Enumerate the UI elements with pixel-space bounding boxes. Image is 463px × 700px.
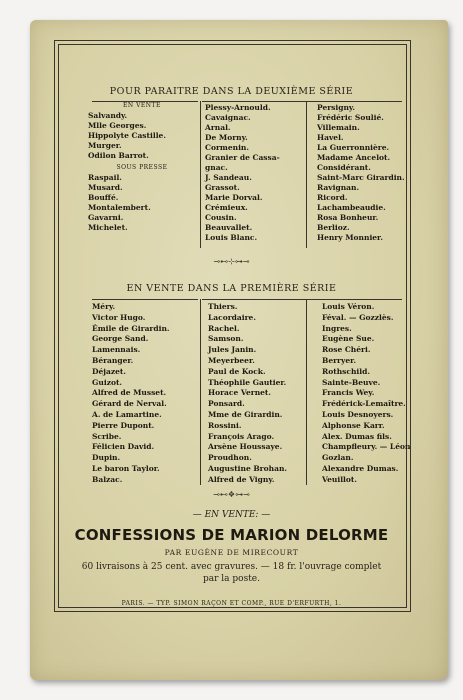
name-entry: Alfred de Musset.	[92, 388, 167, 398]
name-entry: Bouffé.	[88, 193, 119, 202]
name-entry: Raspail.	[88, 173, 122, 182]
name-entry: gnac.	[205, 163, 228, 172]
name-entry: Alexandre Dumas.	[322, 463, 399, 473]
name-entry: La Guerronnière.	[317, 143, 390, 152]
name-entry: Jules Janin.	[208, 345, 257, 355]
name-entry: Beauvallet.	[205, 223, 253, 232]
name-entry: Ingres.	[322, 323, 352, 333]
name-entry: Madame Ancelot.	[317, 153, 391, 162]
name-entry: Hippolyte Castille.	[88, 131, 166, 140]
name-entry: Musard.	[88, 183, 123, 192]
name-entry: Ricord.	[317, 193, 348, 202]
name-entry: Meyerbeer.	[208, 355, 255, 365]
name-entry: Alex. Dumas fils.	[322, 431, 392, 441]
name-entry: Dupin.	[92, 453, 121, 463]
name-entry: Ravignan.	[317, 183, 360, 192]
name-entry: Proudhon.	[208, 453, 252, 463]
series1-column-3	[322, 302, 411, 486]
name-entry: Cavaignac.	[205, 113, 251, 122]
name-entry: Granier de Cassa-	[205, 153, 280, 162]
series1-column-1	[92, 302, 198, 486]
name-entry: Persigny.	[317, 103, 356, 112]
series2-column-2	[205, 103, 305, 243]
name-entry: Arnal.	[205, 123, 231, 132]
name-entry: Le baron Taylor.	[92, 463, 160, 473]
name-entry: Déjazet.	[92, 366, 126, 376]
terms-line-2: par la poste.	[203, 574, 260, 584]
ornament-divider: ⊸⊷⊹⊶⊸	[213, 257, 250, 266]
name-entry: Rachel.	[208, 323, 240, 333]
name-entry: Samson.	[208, 334, 244, 344]
name-entry: Louis Blanc.	[205, 233, 258, 242]
name-entry: Berlioz.	[317, 223, 350, 232]
series2-heading: POUR PARAITRE DANS LA DEUXIÈME SÉRIE	[109, 86, 354, 97]
name-entry: Cormenin.	[205, 143, 249, 152]
name-entry: Villemain.	[317, 123, 360, 132]
name-entry: Lamennais.	[92, 345, 141, 355]
book-author: PAR EUGÈNE DE MIRECOURT	[164, 548, 299, 557]
name-entry: Pierre Dupont.	[92, 420, 155, 430]
name-entry: Considérant.	[317, 163, 371, 172]
name-entry: Rose Chéri.	[322, 345, 371, 355]
name-entry: Marie Dorval.	[205, 193, 263, 202]
name-entry: Havel.	[317, 133, 344, 142]
name-entry: Méry.	[92, 302, 116, 311]
name-entry: Félicien David.	[92, 442, 155, 452]
name-entry: Augustine Brohan.	[208, 463, 288, 473]
name-entry: Berryer.	[322, 355, 357, 365]
name-entry: Alphonse Karr.	[322, 420, 385, 430]
printer-imprint: PARIS. — TYP. SIMON RAÇON ET COMP., RUE D'ERFURTH, 1.	[121, 600, 342, 607]
name-entry: Victor Hugo.	[92, 312, 146, 322]
name-entry: George Sand.	[92, 334, 149, 344]
name-entry: Montalembert.	[88, 203, 151, 212]
name-entry: Veuillot.	[322, 474, 357, 484]
name-entry: Plessy-Arnould.	[205, 103, 271, 112]
sub-heading-en-vente: EN VENTE	[123, 102, 161, 109]
name-entry: De Morny.	[205, 133, 248, 142]
name-entry: Scribe.	[92, 431, 122, 441]
name-entry: Théophile Gautier.	[208, 377, 287, 387]
name-entry: Mlle Georges.	[88, 121, 147, 130]
terms-line-1: 60 livraisons à 25 cent. avec gravures. — 18 fr. l'ouvrage complet	[81, 562, 382, 572]
name-entry: Henry Monnier.	[317, 233, 383, 242]
name-entry: Michelet.	[88, 223, 128, 232]
name-entry: Murger.	[88, 141, 122, 150]
name-entry: François Arago.	[208, 431, 275, 441]
name-entry: Rosa Bonheur.	[317, 213, 379, 222]
en-vente-label: — EN VENTE: —	[192, 510, 271, 520]
name-entry: Horace Vernet.	[208, 388, 272, 398]
name-entry: Frédéric Soulié.	[317, 113, 384, 122]
name-entry: Gavarni.	[88, 213, 124, 222]
name-entry: Francis Wey.	[322, 388, 375, 398]
name-entry: Eugène Sue.	[322, 334, 375, 344]
name-entry: Louis Desnoyers.	[322, 409, 394, 419]
name-entry: Balzac.	[92, 474, 123, 484]
series1-heading: EN VENTE DANS LA PREMIÈRE SÉRIE	[126, 283, 337, 294]
series2-column-3	[317, 103, 405, 243]
name-entry: Louis Véron.	[322, 302, 375, 311]
name-entry: Frédérick-Lemaître.	[322, 399, 406, 409]
name-entry: Alfred de Vigny.	[208, 474, 275, 484]
name-entry: Saint-Marc Girardin.	[317, 173, 405, 182]
name-entry: Thiers.	[208, 302, 238, 311]
name-entry: Arsène Houssaye.	[208, 442, 283, 452]
series2-column-1	[88, 101, 196, 233]
name-entry: Rossini.	[208, 420, 242, 430]
name-entry: Cousin.	[205, 213, 237, 222]
name-entry: Ponsard.	[208, 399, 245, 409]
name-entry: Rothschild.	[322, 366, 370, 376]
name-entry: Sainte-Beuve.	[322, 377, 381, 387]
name-entry: A. de Lamartine.	[92, 409, 162, 419]
name-entry: Guizot.	[92, 377, 123, 387]
name-entry: Salvandy.	[88, 111, 128, 120]
name-entry: Mme de Girardin.	[208, 409, 283, 419]
name-entry: J. Sandeau.	[205, 173, 252, 182]
name-entry: Béranger.	[92, 355, 134, 365]
name-entry: Champfleury. — Léon	[322, 442, 411, 452]
name-entry: Féval. — Gozzlès.	[322, 312, 394, 322]
name-entry: Odilon Barrot.	[88, 151, 149, 160]
name-entry: Gozlan.	[322, 453, 354, 463]
name-entry: Grassot.	[205, 183, 240, 192]
name-entry: Lacordaire.	[208, 312, 256, 322]
ornament-divider-2: ⊸⊷❖⊶⊸	[213, 490, 250, 499]
name-entry: Paul de Kock.	[208, 366, 266, 376]
book-title: CONFESSIONS DE MARION DELORME	[74, 526, 389, 544]
name-entry: Émile de Girardin.	[92, 323, 170, 333]
sub-heading-sous-presse: SOUS PRESSE	[116, 164, 168, 171]
name-entry: Gérard de Nerval.	[92, 399, 167, 409]
name-entry: Crémieux.	[205, 203, 248, 212]
name-entry: Lachambeaudie.	[317, 203, 386, 212]
series1-column-2	[208, 302, 306, 486]
